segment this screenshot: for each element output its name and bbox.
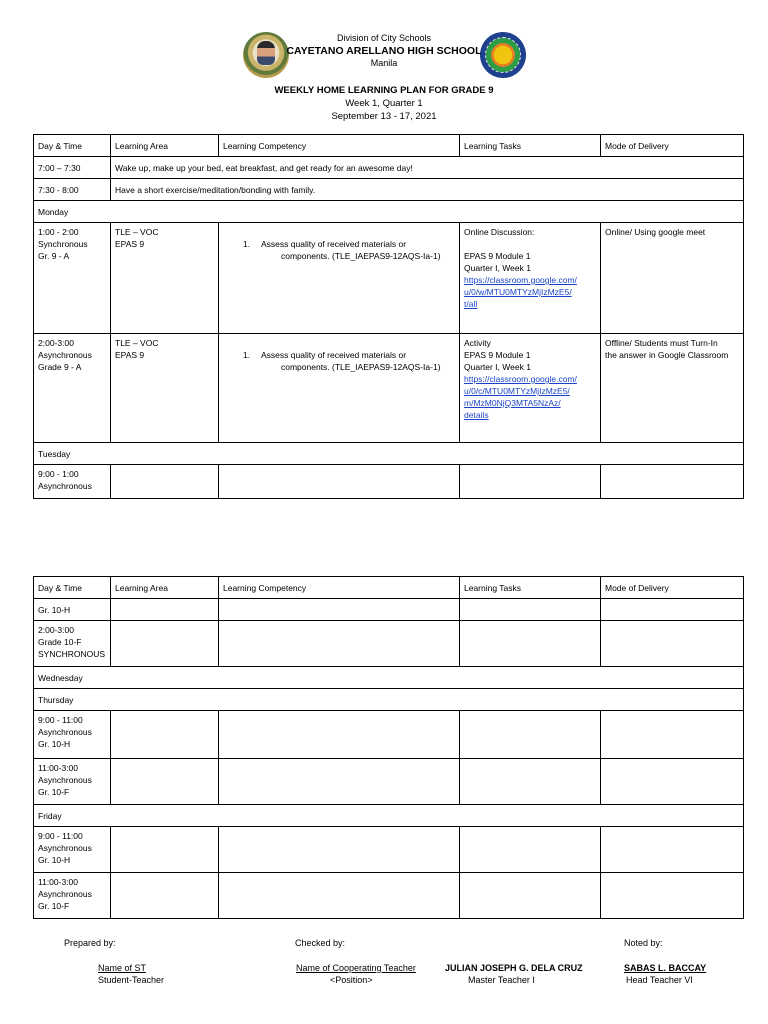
table-row [34, 759, 744, 805]
empty-cell [219, 465, 460, 499]
classroom-link[interactable]: https://classroom.google.com/ [464, 275, 577, 285]
time-text: 1:00 - 2:00 [38, 227, 79, 237]
empty-cell [111, 599, 219, 621]
prepared-by-label: Prepared by: [64, 938, 116, 948]
column-header: Mode of Delivery [601, 135, 744, 157]
column-header: Learning Area [111, 577, 219, 599]
time-text: 9:00 - 1:00 [38, 469, 79, 479]
section-name: Grade 9 - A [38, 362, 82, 372]
empty-cell [219, 759, 460, 805]
session-type: Asynchronous [38, 350, 92, 360]
city-name: Manila [370, 58, 398, 68]
time-text: 2:00-3:00 [38, 338, 74, 348]
table-row [34, 621, 744, 667]
empty-cell [111, 827, 219, 873]
competency-item [223, 226, 455, 262]
plan-week: Week 1, Quarter 1 [345, 98, 423, 109]
day-label: Monday [34, 201, 744, 223]
area-text: TLE – VOC [115, 227, 159, 237]
time-cell [34, 465, 111, 499]
table-row [34, 179, 744, 201]
learning-area-cell [111, 334, 219, 443]
checked-by-label: Checked by: [295, 938, 346, 948]
session-type: Asynchronous [38, 843, 92, 853]
time-cell [34, 827, 111, 873]
section-name: Gr. 10-H [38, 855, 71, 865]
empty-cell [219, 621, 460, 667]
column-header: Mode of Delivery [601, 577, 744, 599]
table-row [34, 873, 744, 919]
time-text: 9:00 - 11:00 [38, 715, 83, 725]
time-text: 2:00-3:00 [38, 625, 74, 635]
classroom-link[interactable]: https://classroom.google.com/ [464, 374, 577, 384]
competency-cell [219, 334, 460, 443]
competency-code: components. (TLE_IAEPAS9-12AQS-Ia-1) [281, 251, 441, 261]
mode-text: the answer in Google Classroom [605, 350, 729, 360]
plan-title: WEEKLY HOME LEARNING PLAN FOR GRADE 9 [274, 85, 494, 96]
session-type: Asynchronous [38, 727, 92, 737]
day-label: Thursday [34, 689, 744, 711]
day-row [34, 805, 744, 827]
competency-text: Assess quality of received materials or [261, 350, 407, 360]
mode-cell [601, 334, 744, 443]
day-label: Tuesday [34, 443, 744, 465]
table-row [34, 334, 744, 443]
list-number: 1. [243, 350, 251, 360]
empty-cell [601, 711, 744, 759]
task-line: Activity [464, 338, 491, 348]
table-row [34, 223, 744, 334]
master-teacher-role: Master Teacher I [468, 975, 535, 985]
cooperating-teacher-name: Name of Cooperating Teacher [296, 963, 416, 973]
mode-text: Offline/ Students must Turn-In [605, 338, 718, 348]
empty-cell [111, 711, 219, 759]
session-type: Asynchronous [38, 775, 92, 785]
student-teacher-role: Student-Teacher [98, 975, 165, 985]
competency-text: Assess quality of received materials or [261, 239, 407, 249]
task-line: Quarter I, Week 1 [464, 263, 531, 273]
table-row [34, 827, 744, 873]
empty-cell [219, 599, 460, 621]
time-cell: 7:00 – 7:30 [34, 157, 111, 179]
empty-cell [111, 759, 219, 805]
table-row [34, 157, 744, 179]
classroom-link[interactable]: details [464, 410, 489, 420]
table-header-row [34, 135, 744, 157]
time-cell [34, 759, 111, 805]
time-cell: 7:30 - 8:00 [34, 179, 111, 201]
day-row [34, 443, 744, 465]
day-row [34, 667, 744, 689]
empty-cell [460, 873, 601, 919]
classroom-link[interactable]: u/0/w/MTU0MTYzMjIzMzE5/ [464, 287, 572, 297]
cooperating-teacher-position: <Position> [330, 975, 373, 985]
empty-cell [460, 465, 601, 499]
subject-text: EPAS 9 [115, 239, 145, 249]
competency-code: components. (TLE_IAEPAS9-12AQS-Ia-1) [281, 362, 441, 372]
blank-line [464, 238, 596, 250]
school-name: CAYETANO ARELLANO HIGH SCHOOL [286, 45, 482, 57]
column-header: Learning Tasks [460, 577, 601, 599]
day-row [34, 201, 744, 223]
empty-cell [219, 827, 460, 873]
table-row [34, 711, 744, 759]
empty-cell [460, 711, 601, 759]
head-teacher-role: Head Teacher VI [626, 975, 693, 985]
head-teacher-name: SABAS L. BACCAY [624, 963, 707, 973]
mode-cell: Online/ Using google meet [601, 223, 744, 334]
student-teacher-name: Name of ST [98, 963, 147, 973]
master-teacher-name: JULIAN JOSEPH G. DELA CRUZ [445, 963, 583, 973]
section-name: Gr. 10-F [38, 901, 70, 911]
learning-plan-table-2 [33, 576, 744, 919]
section-name: Gr. 10-F [38, 787, 70, 797]
subject-text: EPAS 9 [115, 350, 145, 360]
classroom-link[interactable]: m/MzM0NjQ3MTA5NzAz/ [464, 398, 561, 408]
division-name: Division of City Schools [336, 33, 432, 43]
activity-cell: Have a short exercise/meditation/bonding with family. [111, 179, 744, 201]
empty-cell [219, 873, 460, 919]
document-header [0, 30, 768, 80]
task-cell [460, 334, 601, 443]
classroom-link[interactable]: u/0/c/MTU0MTYzMjIzMzE5/ [464, 386, 570, 396]
day-label: Friday [34, 805, 744, 827]
time-cell [34, 223, 111, 334]
competency-cell [219, 223, 460, 334]
plan-dates: September 13 - 17, 2021 [331, 111, 437, 122]
session-type: Asynchronous [38, 889, 92, 899]
column-header: Day & Time [34, 135, 111, 157]
empty-cell [460, 599, 601, 621]
time-text: 11:00-3:00 [38, 763, 79, 773]
column-header: Day & Time [34, 577, 111, 599]
empty-cell [460, 827, 601, 873]
empty-cell [111, 621, 219, 667]
task-line: Quarter I, Week 1 [464, 362, 531, 372]
section-name: Gr. 9 - A [38, 251, 70, 261]
plan-titles [0, 84, 768, 123]
day-label: Wednesday [34, 667, 744, 689]
table-row [34, 465, 744, 499]
empty-cell [111, 465, 219, 499]
session-type: Asynchronous [38, 481, 92, 491]
table-header-row [34, 577, 744, 599]
area-text: TLE – VOC [115, 338, 159, 348]
empty-cell [601, 873, 744, 919]
task-line: Online Discussion: [464, 227, 535, 237]
time-cell [34, 334, 111, 443]
empty-cell [111, 873, 219, 919]
empty-cell [601, 621, 744, 667]
task-line: EPAS 9 Module 1 [464, 350, 531, 360]
section-name: Grade 10-F [38, 637, 82, 647]
section-name: Gr. 10-H [38, 739, 71, 749]
empty-cell [460, 759, 601, 805]
column-header: Learning Area [111, 135, 219, 157]
empty-cell [460, 621, 601, 667]
empty-cell [219, 711, 460, 759]
time-cell [34, 873, 111, 919]
empty-cell [601, 759, 744, 805]
empty-cell [601, 465, 744, 499]
time-cell: Gr. 10-H [34, 599, 111, 621]
session-type: Synchronous [38, 239, 88, 249]
competency-item [223, 337, 455, 373]
session-type: SYNCHRONOUS [38, 649, 106, 659]
empty-cell [601, 599, 744, 621]
table-row [34, 599, 744, 621]
column-header: Learning Competency [219, 577, 460, 599]
activity-cell: Wake up, make up your bed, eat breakfast, and get ready for an awesome day! [111, 157, 744, 179]
learning-plan-table-1 [33, 134, 744, 499]
empty-cell [601, 827, 744, 873]
time-text: 11:00-3:00 [38, 877, 79, 887]
time-cell [34, 621, 111, 667]
classroom-link[interactable]: t/all [464, 299, 478, 309]
task-cell [460, 223, 601, 334]
time-cell [34, 711, 111, 759]
learning-area-cell [111, 223, 219, 334]
column-header: Learning Tasks [460, 135, 601, 157]
list-number: 1. [243, 239, 251, 249]
column-header: Learning Competency [219, 135, 460, 157]
noted-by-label: Noted by: [624, 938, 663, 948]
day-row [34, 689, 744, 711]
task-line: EPAS 9 Module 1 [464, 251, 531, 261]
time-text: 9:00 - 11:00 [38, 831, 83, 841]
